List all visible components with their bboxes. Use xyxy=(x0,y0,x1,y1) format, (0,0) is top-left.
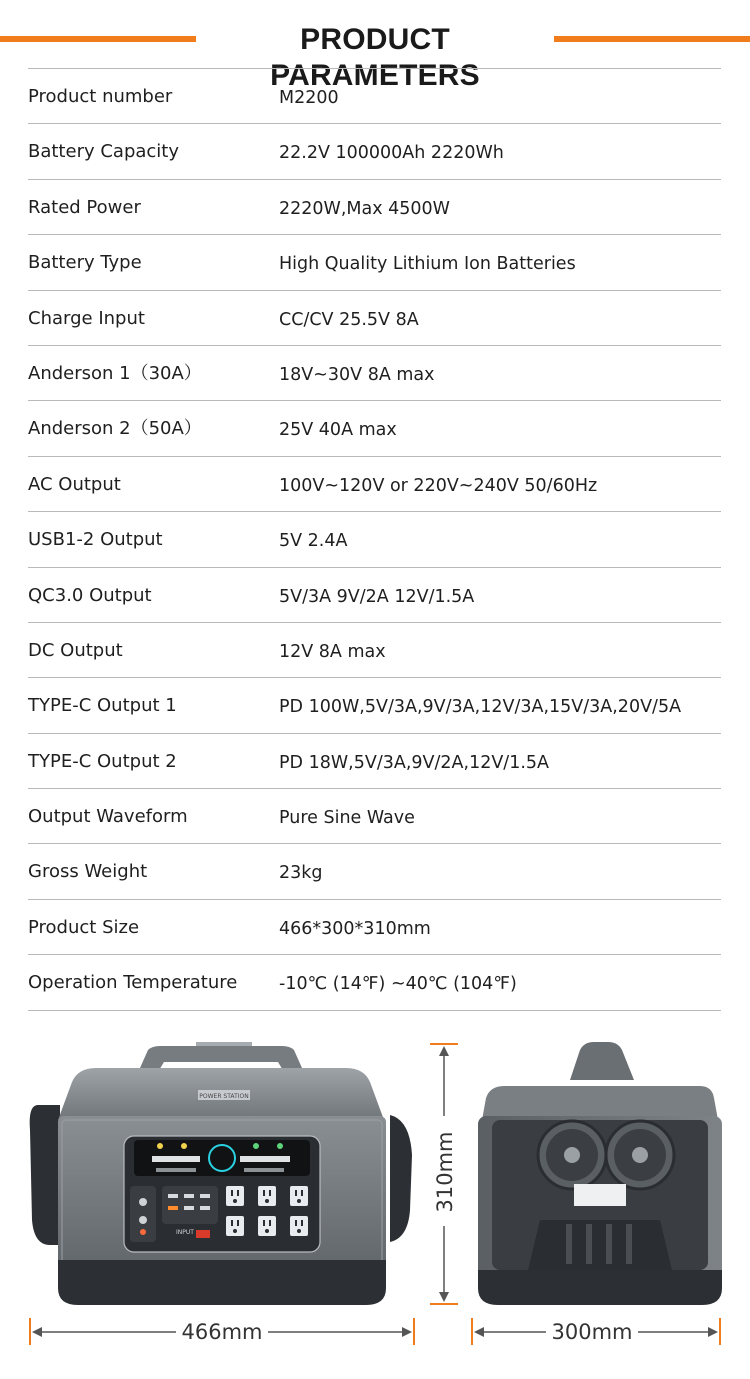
spec-row xyxy=(28,346,721,401)
spec-row xyxy=(28,69,721,124)
spec-row xyxy=(28,844,721,899)
spec-label: AC Output xyxy=(28,473,121,495)
height-dimension xyxy=(430,1044,458,1304)
section-header xyxy=(0,0,750,92)
height-dimension-label: 310mm xyxy=(433,1131,457,1213)
spec-label: Anderson 2（50A） xyxy=(28,418,202,440)
spec-value: M2200 xyxy=(279,88,339,108)
spec-value: High Quality Lithium Ion Batteries xyxy=(279,254,576,275)
spec-value: 5V 2.4A xyxy=(279,531,348,552)
side-view xyxy=(478,1042,722,1305)
spec-value: PD 18W,5V/3A,9V/2A,12V/1.5A xyxy=(279,752,550,773)
spec-value: 23kg xyxy=(279,863,323,884)
spec-label: USB1-2 Output xyxy=(28,529,163,551)
spec-label: Product number xyxy=(28,86,173,107)
spec-row xyxy=(28,235,721,290)
spec-value: 2220W,Max 4500W xyxy=(279,198,450,219)
spec-label: Output Waveform xyxy=(28,806,188,828)
spec-row xyxy=(28,568,721,623)
spec-row xyxy=(28,678,721,733)
input-label: INPUT xyxy=(176,1229,194,1236)
width-dimension xyxy=(30,1318,414,1345)
spec-value: PD 100W,5V/3A,9V/3A,12V/3A,15V/3A,20V/5A xyxy=(279,697,682,718)
front-view xyxy=(30,1042,412,1305)
spec-label: Charge Input xyxy=(28,307,145,329)
spec-value: CC/CV 25.5V 8A xyxy=(279,309,419,330)
spec-row xyxy=(28,623,721,678)
spec-label: TYPE-C Output 1 xyxy=(28,695,177,717)
spec-row xyxy=(28,457,721,512)
spec-label: Battery Type xyxy=(28,252,142,274)
power-station-badge: POWER STATION xyxy=(199,1093,249,1100)
depth-dimension xyxy=(472,1318,720,1345)
spec-value: 25V 40A max xyxy=(279,420,397,441)
spec-value: 18V~30V 8A max xyxy=(279,364,435,385)
header-accent-bar-left xyxy=(0,36,196,42)
spec-row xyxy=(28,512,721,567)
depth-dimension-label: 300mm xyxy=(551,1320,633,1344)
spec-row xyxy=(28,734,721,789)
spec-label: Gross Weight xyxy=(28,861,148,883)
page-title: PRODUCT PARAMETERS xyxy=(270,23,480,92)
product-dimension-figure xyxy=(0,1020,750,1375)
spec-value: 466*300*310mm xyxy=(279,918,431,939)
spec-label: Anderson 1（30A） xyxy=(28,362,202,384)
spec-label: Product Size xyxy=(28,916,140,938)
spec-value: 12V 8A max xyxy=(279,641,386,662)
spec-label: Battery Capacity xyxy=(28,141,180,163)
spec-label: Operation Temperature xyxy=(28,972,238,994)
spec-value: 5V/3A 9V/2A 12V/1.5A xyxy=(279,586,475,607)
spec-row xyxy=(28,401,721,456)
spec-table xyxy=(28,68,721,1011)
spec-value: 22.2V 100000Ah 2220Wh xyxy=(279,143,504,164)
spec-label: QC3.0 Output xyxy=(28,584,152,606)
spec-label: TYPE-C Output 2 xyxy=(28,750,177,772)
spec-value: 100V~120V or 220V~240V 50/60Hz xyxy=(279,475,598,496)
spec-row xyxy=(28,955,721,1010)
spec-value: Pure Sine Wave xyxy=(279,808,415,829)
spec-row xyxy=(28,900,721,955)
width-dimension-label: 466mm xyxy=(181,1320,263,1344)
header-accent-bar-right xyxy=(554,36,750,42)
spec-row xyxy=(28,291,721,346)
product-illustration xyxy=(0,1020,750,1375)
spec-row xyxy=(28,789,721,844)
spec-label: Rated Power xyxy=(28,196,141,218)
spec-label: DC Output xyxy=(28,639,123,661)
spec-row xyxy=(28,124,721,179)
spec-row xyxy=(28,180,721,235)
spec-value: -10℃ (14℉) ~40℃ (104℉) xyxy=(279,974,517,995)
